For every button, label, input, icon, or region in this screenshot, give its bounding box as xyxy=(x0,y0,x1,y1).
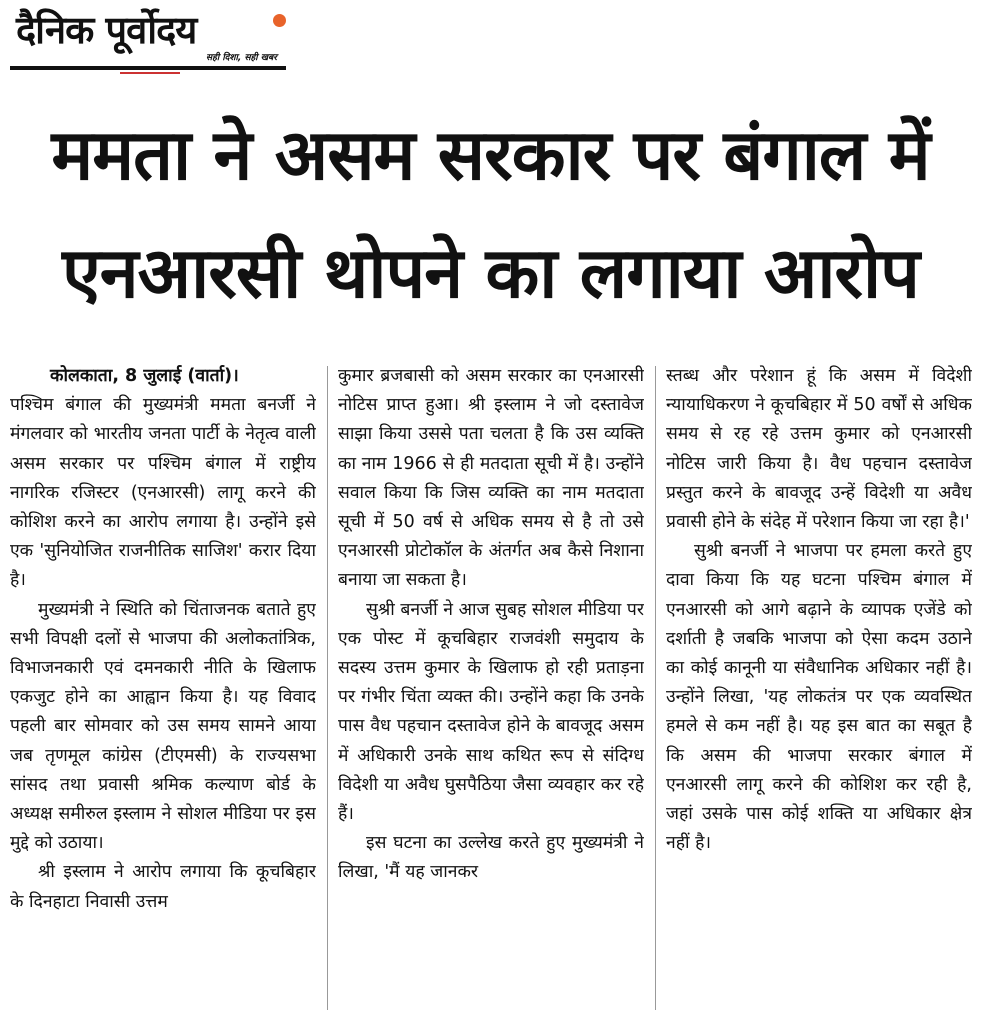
newspaper-name: दैनिक पूर्वोदय xyxy=(16,8,197,52)
masthead-dot-icon xyxy=(273,14,286,27)
article-paragraph: सुश्री बनर्जी ने भाजपा पर हमला करते हुए दावा किया कि यह घटना पश्चिम बंगाल में एनआरसी को आगे बढ़ाने के व्यापक एजेंडे को दर्शाती है जबकि भाजपा को ऐसा कदम उठाने का कोई कानूनी या संवैधानिक अधिकार नहीं है। उन्होंने लिखा, 'यह लोकतंत्र पर एक व्यवस्थित हमले से कम नहीं है। यह इस बात का सबूत है कि असम की भाजपा सरकार बंगाल में एनआरसी लागू करने की कोशिश कर रही है, जहां उसके पास कोई शक्ति या अधिकार क्षेत्र नहीं है। xyxy=(666,541,972,854)
article-paragraph: सुश्री बनर्जी ने आज सुबह सोशल मीडिया पर एक पोस्ट में कूचबिहार राजवंशी समुदाय के सदस्य उत्तम कुमार के खिलाफ हो रही प्रताड़ना पर गंभीर चिंता व्यक्त की। उन्होंने कहा कि उनके पास वैध पहचान दस्तावेज होने के बावजूद असम में अधिकारी उनके साथ कथित रूप से संदिग्ध विदेशी या अवैध घुसपैठिया जैसा व्यवहार कर रहे हैं। xyxy=(338,599,644,825)
masthead-rule xyxy=(10,66,286,70)
headline xyxy=(10,96,971,332)
article-paragraph: स्तब्ध और परेशान हूं कि असम में विदेशी न्यायाधिकरण ने कूचबिहार में 50 वर्षों से अधिक समय से रह रहे उत्तम कुमार को एनआरसी नोटिस जारी किया है। वैध पहचान दस्तावेज प्रस्तुत करने के बावजूद उन्हें विदेशी या अवैध प्रवासी होने के संदेह में परेशान किया जा रहा है।' xyxy=(666,366,972,533)
article-paragraph: मुख्यमंत्री ने स्थिति को चिंताजनक बताते हुए सभी विपक्षी दलों से भाजपा की अलोकतांत्रिक, विभाजनकारी एवं दमनकारी नीति के खिलाफ एकजुट होने का आह्वान किया है। यह विवाद पहली बार सोमवार को उस समय सामने आया जब तृणमूल कांग्रेस (टीएमसी) के राज्यसभा सांसद तथा प्रवासी श्रमिक कल्याण बोर्ड के अध्यक्ष समीरुल इस्लाम ने सोशल मीडिया पर इस मुद्दे को उठाया। xyxy=(10,599,316,854)
article-column-1 xyxy=(10,362,316,1012)
article-paragraph: पश्चिम बंगाल की मुख्यमंत्री ममता बनर्जी ने मंगलवार को भारतीय जनता पार्टी के नेतृत्व वाली असम सरकार पर पश्चिम बंगाल में राष्ट्रीय नागरिक रजिस्टर (एनआरसी) लागू करने की कोशिश करने का आरोप लगाया है। उन्होंने इसे एक 'सुनियोजित राजनीतिक साजिश' करार दिया है। xyxy=(10,395,316,591)
headline-line-1: ममता ने असम सरकार पर बंगाल में xyxy=(51,114,930,196)
article-column-3 xyxy=(666,362,972,1012)
masthead-accent-rule xyxy=(120,72,180,74)
headline-line-2: एनआरसी थोपने का लगाया आरोप xyxy=(62,232,919,314)
column-divider xyxy=(655,366,656,1010)
article-paragraph xyxy=(10,362,316,391)
masthead xyxy=(10,6,286,74)
column-divider xyxy=(327,366,328,1010)
article-column-2 xyxy=(338,362,644,1012)
article-paragraph: कुमार ब्रजबासी को असम सरकार का एनआरसी नोटिस प्राप्त हुआ। श्री इस्लाम ने जो दस्तावेज साझा किया उससे पता चलता है कि उस व्यक्ति का नाम 1966 से ही मतदाता सूची में है। उन्होंने सवाल किया कि जिस व्यक्ति का नाम मतदाता सूची में 50 वर्ष से अधिक समय से है तो उसे एनआरसी प्रोटोकॉल के अंतर्गत अब कैसे निशाना बनाया जा सकता है। xyxy=(338,366,644,591)
article-paragraph: इस घटना का उल्लेख करते हुए मुख्यमंत्री ने लिखा, 'मैं यह जानकर xyxy=(338,833,644,883)
article-paragraph: श्री इस्लाम ने आरोप लगाया कि कूचबिहार के दिनहाटा निवासी उत्तम xyxy=(10,862,316,912)
dateline: कोलकाता, 8 जुलाई (वार्ता)। xyxy=(50,366,239,386)
newspaper-tagline: सही दिशा, सही खबर xyxy=(206,53,277,63)
